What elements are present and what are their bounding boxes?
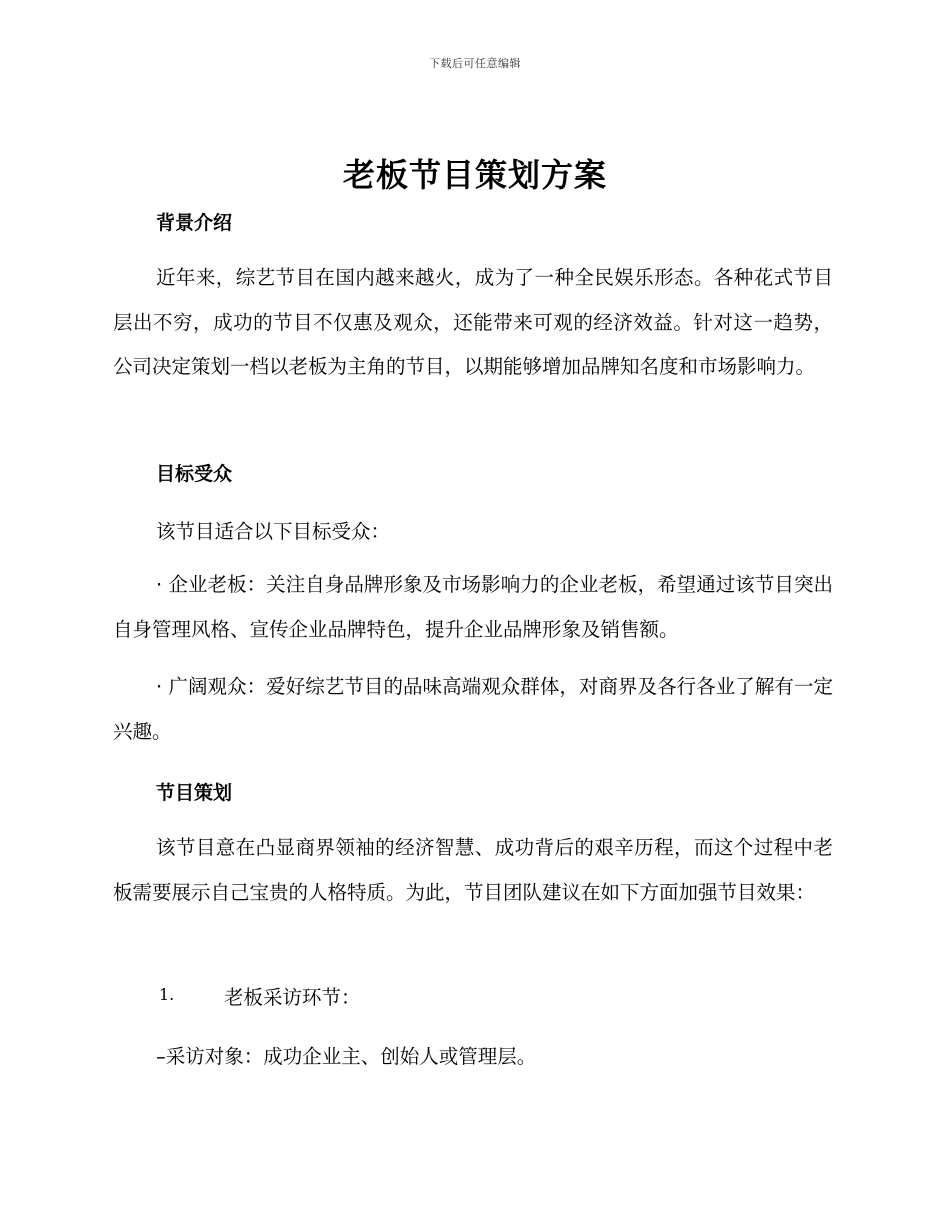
audience-item-boss: · 企业老板：关注自身品牌形象及市场影响力的企业老板，希望通过该节目突出自身管理风格、宣传企业品牌特色，提升企业品牌形象及销售额。 [113, 573, 833, 641]
background-paragraph: 近年来，综艺节目在国内越来越火，成为了一种全民娱乐形态。各种花式节目层出不穷，成功的节目不仅惠及观众，还能带来可观的经济效益。针对这一趋势，公司决定策划一档以老板为主角的节目，以期能够增加品牌知名度和市场影响力。 [113, 266, 833, 378]
sub-item-interviewee: –采访对象：成功企业主、创始人或管理层。 [156, 1045, 537, 1068]
section-heading-background: 背景介绍 [156, 212, 233, 234]
audience-item-general: · 广阔观众：爱好综艺节目的品味高端观众群体，对商界及各行各业了解有一定兴趣。 [113, 675, 833, 743]
planning-paragraph: 该节目意在凸显商界领袖的经济智慧、成功背后的艰辛历程，而这个过程中老板需要展示自己宝贵的人格特质。为此，节目团队建议在如下方面加强节目效果： [113, 836, 833, 904]
section-heading-audience: 目标受众 [156, 463, 233, 485]
audience-intro: 该节目适合以下目标受众： [156, 520, 391, 543]
section-heading-planning: 节目策划 [156, 782, 233, 804]
list-item-number: 1. [159, 985, 175, 1004]
document-title: 老板节目策划方案 [342, 156, 607, 194]
list-item-label: 老板采访环节： [224, 986, 361, 1009]
header-note: 下载后可任意编辑 [429, 57, 521, 70]
